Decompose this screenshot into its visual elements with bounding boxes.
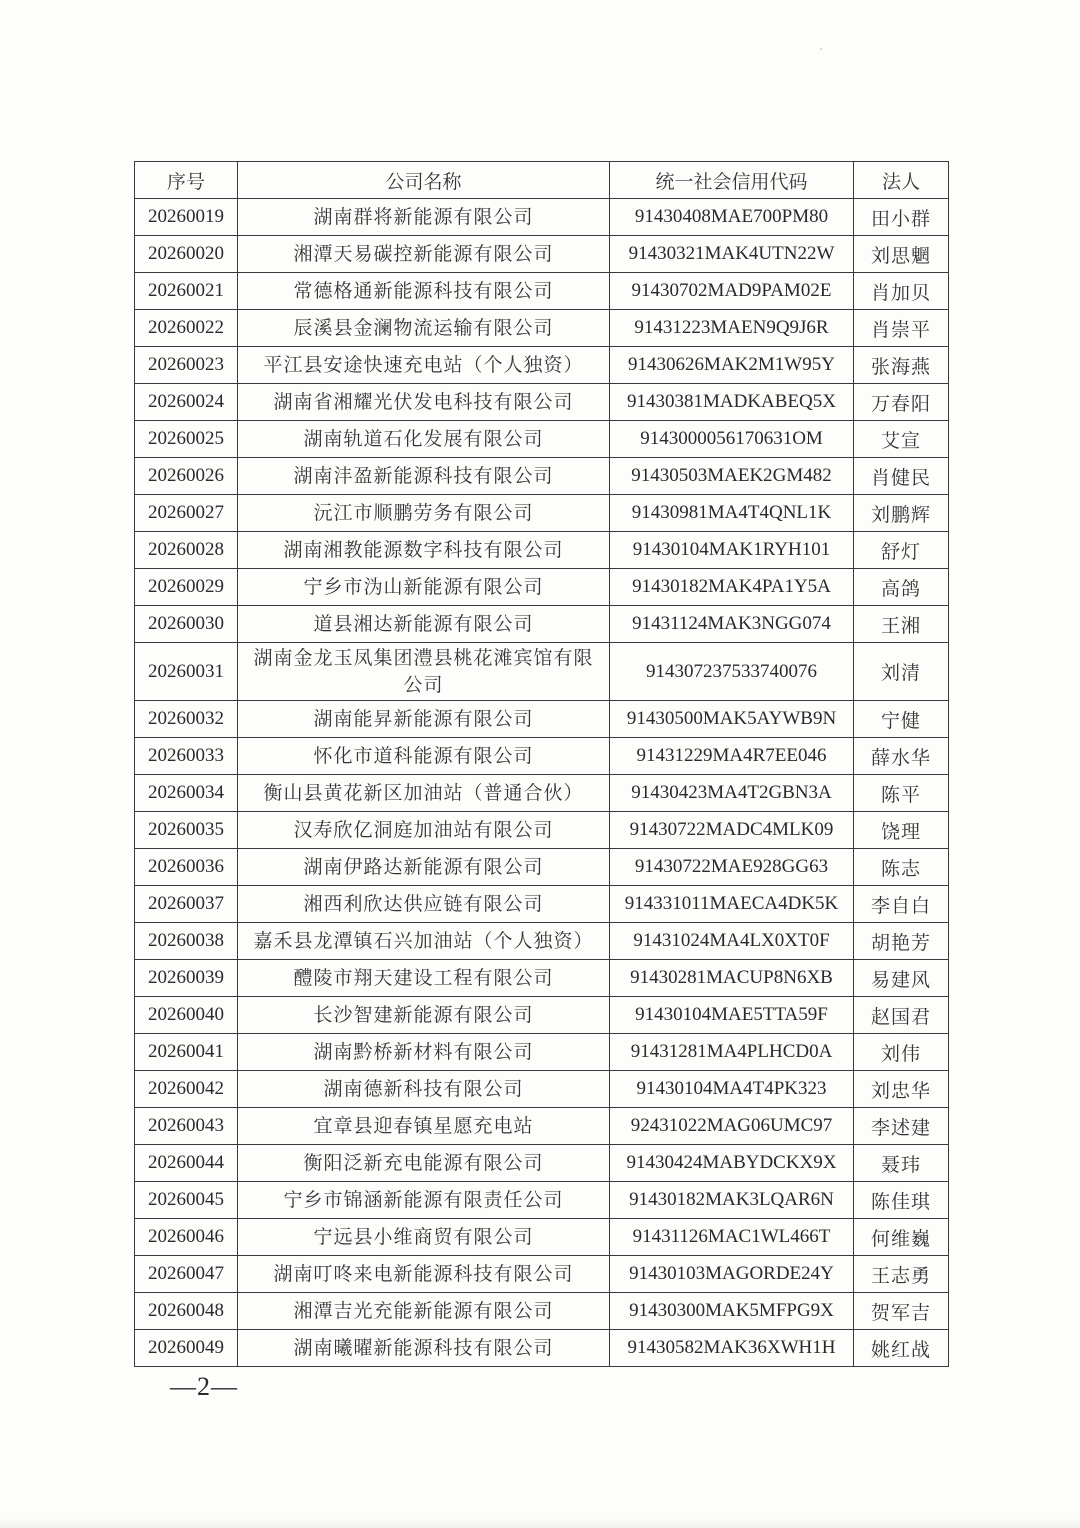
row-credit-code: 91430182MAK4PA1Y5A: [610, 569, 854, 606]
row-credit-code: 91430500MAK5AYWB9N: [610, 701, 854, 738]
table-row: [135, 1182, 949, 1219]
table-row: [135, 738, 949, 775]
row-credit-code: 91431024MA4LX0XT0F: [610, 923, 854, 960]
row-credit-code: 914331011MAECA4DK5K: [610, 886, 854, 923]
row-legal-rep: 陈志: [854, 849, 949, 886]
row-company-name: 嘉禾县龙潭镇石兴加油站（个人独资）: [238, 923, 610, 960]
row-serial: 20260019: [135, 199, 238, 236]
page-number: —2—: [170, 1372, 238, 1401]
row-credit-code: 91430722MADC4MLK09: [610, 812, 854, 849]
row-serial: 20260021: [135, 273, 238, 310]
row-company-name: 沅江市顺鹏劳务有限公司: [238, 495, 610, 532]
row-credit-code: 91430281MACUP8N6XB: [610, 960, 854, 997]
row-serial: 20260028: [135, 532, 238, 569]
row-serial: 20260020: [135, 236, 238, 273]
row-legal-rep: 聂玮: [854, 1145, 949, 1182]
row-serial: 20260035: [135, 812, 238, 849]
row-serial: 20260040: [135, 997, 238, 1034]
row-credit-code: 91430503MAEK2GM482: [610, 458, 854, 495]
row-company-name: 湖南金龙玉凤集团澧县桃花滩宾馆有限公司: [238, 643, 610, 701]
row-serial: 20260047: [135, 1256, 238, 1293]
row-company-name: 湘西利欣达供应链有限公司: [238, 886, 610, 923]
page-bottom-edge: [0, 1518, 1080, 1528]
row-credit-code: 91430104MA4T4PK323: [610, 1071, 854, 1108]
row-company-name: 衡山县黄花新区加油站（普通合伙）: [238, 775, 610, 812]
row-legal-rep: 陈佳琪: [854, 1182, 949, 1219]
row-serial: 20260029: [135, 569, 238, 606]
row-legal-rep: 胡艳芳: [854, 923, 949, 960]
row-serial: 20260038: [135, 923, 238, 960]
table-row: [135, 643, 949, 701]
table-row: [135, 310, 949, 347]
scan-speck: [820, 48, 822, 50]
table-row: [135, 384, 949, 421]
row-company-name: 湖南曦曜新能源科技有限公司: [238, 1330, 610, 1367]
row-legal-rep: 刘思魍: [854, 236, 949, 273]
row-credit-code: 91431124MAK3NGG074: [610, 606, 854, 643]
table-row: [135, 923, 949, 960]
header-credit-code: 统一社会信用代码: [610, 162, 854, 199]
row-serial: 20260032: [135, 701, 238, 738]
row-legal-rep: 肖崇平: [854, 310, 949, 347]
header-serial: 序号: [135, 162, 238, 199]
table-row: [135, 236, 949, 273]
row-serial: 20260022: [135, 310, 238, 347]
table-row: [135, 495, 949, 532]
row-legal-rep: 李述建: [854, 1108, 949, 1145]
row-legal-rep: 舒灯: [854, 532, 949, 569]
row-credit-code: 91430300MAK5MFPG9X: [610, 1293, 854, 1330]
row-serial: 20260033: [135, 738, 238, 775]
row-credit-code: 91430321MAK4UTN22W: [610, 236, 854, 273]
row-company-name: 醴陵市翔天建设工程有限公司: [238, 960, 610, 997]
row-company-name: 湘潭吉光充能新能源有限公司: [238, 1293, 610, 1330]
row-credit-code: 91431126MAC1WL466T: [610, 1219, 854, 1256]
table-row: [135, 1293, 949, 1330]
row-credit-code: 914307237533740076: [610, 643, 854, 701]
row-company-name: 平江县安途快速充电站（个人独资）: [238, 347, 610, 384]
table-row: [135, 812, 949, 849]
row-credit-code: 91431281MA4PLHCD0A: [610, 1034, 854, 1071]
row-serial: 20260042: [135, 1071, 238, 1108]
row-company-name: 湖南省湘耀光伏发电科技有限公司: [238, 384, 610, 421]
row-company-name: 衡阳泛新充电能源有限公司: [238, 1145, 610, 1182]
table-row: [135, 960, 949, 997]
row-company-name: 汉寿欣亿洞庭加油站有限公司: [238, 812, 610, 849]
row-company-name: 道县湘达新能源有限公司: [238, 606, 610, 643]
table-row: [135, 532, 949, 569]
row-legal-rep: 何维巍: [854, 1219, 949, 1256]
table-row: [135, 421, 949, 458]
row-credit-code: 91430626MAK2M1W95Y: [610, 347, 854, 384]
row-company-name: 辰溪县金澜物流运输有限公司: [238, 310, 610, 347]
row-credit-code: 91430381MADKABEQ5X: [610, 384, 854, 421]
row-serial: 20260027: [135, 495, 238, 532]
row-serial: 20260045: [135, 1182, 238, 1219]
row-credit-code: 91430981MA4T4QNL1K: [610, 495, 854, 532]
row-credit-code: 91431223MAEN9Q9J6R: [610, 310, 854, 347]
row-serial: 20260048: [135, 1293, 238, 1330]
table-row: [135, 1145, 949, 1182]
table-body: [135, 199, 949, 1367]
row-serial: 20260049: [135, 1330, 238, 1367]
row-legal-rep: 赵国君: [854, 997, 949, 1034]
row-company-name: 宁远县小维商贸有限公司: [238, 1219, 610, 1256]
table-row: [135, 1330, 949, 1367]
row-serial: 20260030: [135, 606, 238, 643]
table-row: [135, 1108, 949, 1145]
row-legal-rep: 刘鹏辉: [854, 495, 949, 532]
row-legal-rep: 贺军吉: [854, 1293, 949, 1330]
table-row: [135, 1256, 949, 1293]
row-company-name: 怀化市道科能源有限公司: [238, 738, 610, 775]
table-row: [135, 775, 949, 812]
table-header-row: [135, 162, 949, 199]
row-company-name: 湖南沣盈新能源科技有限公司: [238, 458, 610, 495]
row-serial: 20260037: [135, 886, 238, 923]
row-legal-rep: 万春阳: [854, 384, 949, 421]
table-row: [135, 701, 949, 738]
row-serial: 20260036: [135, 849, 238, 886]
row-serial: 20260046: [135, 1219, 238, 1256]
table-row: [135, 569, 949, 606]
row-legal-rep: 肖健民: [854, 458, 949, 495]
row-legal-rep: 刘伟: [854, 1034, 949, 1071]
row-serial: 20260025: [135, 421, 238, 458]
row-legal-rep: 刘忠华: [854, 1071, 949, 1108]
row-credit-code: 91431229MA4R7EE046: [610, 738, 854, 775]
row-serial: 20260024: [135, 384, 238, 421]
row-serial: 20260031: [135, 643, 238, 701]
header-company-name: 公司名称: [238, 162, 610, 199]
row-company-name: 湖南伊路达新能源有限公司: [238, 849, 610, 886]
row-company-name: 湖南黔桥新材料有限公司: [238, 1034, 610, 1071]
row-legal-rep: 姚红战: [854, 1330, 949, 1367]
row-credit-code: 91430182MAK3LQAR6N: [610, 1182, 854, 1219]
row-credit-code: 92431022MAG06UMC97: [610, 1108, 854, 1145]
row-company-name: 湖南轨道石化发展有限公司: [238, 421, 610, 458]
row-company-name: 宜章县迎春镇星愿充电站: [238, 1108, 610, 1145]
row-serial: 20260023: [135, 347, 238, 384]
row-serial: 20260043: [135, 1108, 238, 1145]
row-legal-rep: 饶理: [854, 812, 949, 849]
row-legal-rep: 李自白: [854, 886, 949, 923]
row-legal-rep: 艾宣: [854, 421, 949, 458]
row-company-name: 湖南湘教能源数字科技有限公司: [238, 532, 610, 569]
row-credit-code: 91430702MAD9PAM02E: [610, 273, 854, 310]
row-company-name: 常德格通新能源科技有限公司: [238, 273, 610, 310]
row-credit-code: 91430408MAE700PM80: [610, 199, 854, 236]
header-legal-rep: 法人: [854, 162, 949, 199]
row-company-name: 湖南群将新能源有限公司: [238, 199, 610, 236]
table-row: [135, 199, 949, 236]
row-credit-code: 91430722MAE928GG63: [610, 849, 854, 886]
table-row: [135, 886, 949, 923]
row-company-name: 湘潭天易碳控新能源有限公司: [238, 236, 610, 273]
row-credit-code: 91430104MAK1RYH101: [610, 532, 854, 569]
row-legal-rep: 薛水华: [854, 738, 949, 775]
row-company-name: 湖南能昇新能源有限公司: [238, 701, 610, 738]
row-legal-rep: 陈平: [854, 775, 949, 812]
table-row: [135, 458, 949, 495]
table-row: [135, 1219, 949, 1256]
row-credit-code: 91430104MAE5TTA59F: [610, 997, 854, 1034]
row-serial: 20260041: [135, 1034, 238, 1071]
row-legal-rep: 宁健: [854, 701, 949, 738]
company-registry-table: [134, 161, 949, 1367]
row-company-name: 湖南德新科技有限公司: [238, 1071, 610, 1108]
row-legal-rep: 王志勇: [854, 1256, 949, 1293]
row-serial: 20260039: [135, 960, 238, 997]
table-row: [135, 273, 949, 310]
row-legal-rep: 张海燕: [854, 347, 949, 384]
table-row: [135, 1034, 949, 1071]
row-credit-code: 91430424MABYDCKX9X: [610, 1145, 854, 1182]
row-legal-rep: 王湘: [854, 606, 949, 643]
table-row: [135, 606, 949, 643]
row-legal-rep: 田小群: [854, 199, 949, 236]
table-row: [135, 849, 949, 886]
row-credit-code: 91430423MA4T2GBN3A: [610, 775, 854, 812]
row-legal-rep: 高鸽: [854, 569, 949, 606]
table-row: [135, 997, 949, 1034]
table-row: [135, 1071, 949, 1108]
row-serial: 20260034: [135, 775, 238, 812]
row-credit-code: 91430582MAK36XWH1H: [610, 1330, 854, 1367]
table-row: [135, 347, 949, 384]
row-legal-rep: 肖加贝: [854, 273, 949, 310]
row-serial: 20260044: [135, 1145, 238, 1182]
row-legal-rep: 易建风: [854, 960, 949, 997]
row-credit-code: 9143000056170631OM: [610, 421, 854, 458]
row-company-name: 长沙智建新能源有限公司: [238, 997, 610, 1034]
row-company-name: 宁乡市锦涵新能源有限责任公司: [238, 1182, 610, 1219]
row-legal-rep: 刘清: [854, 643, 949, 701]
row-credit-code: 91430103MAGORDE24Y: [610, 1256, 854, 1293]
row-company-name: 宁乡市沩山新能源有限公司: [238, 569, 610, 606]
row-company-name: 湖南叮咚来电新能源科技有限公司: [238, 1256, 610, 1293]
row-serial: 20260026: [135, 458, 238, 495]
